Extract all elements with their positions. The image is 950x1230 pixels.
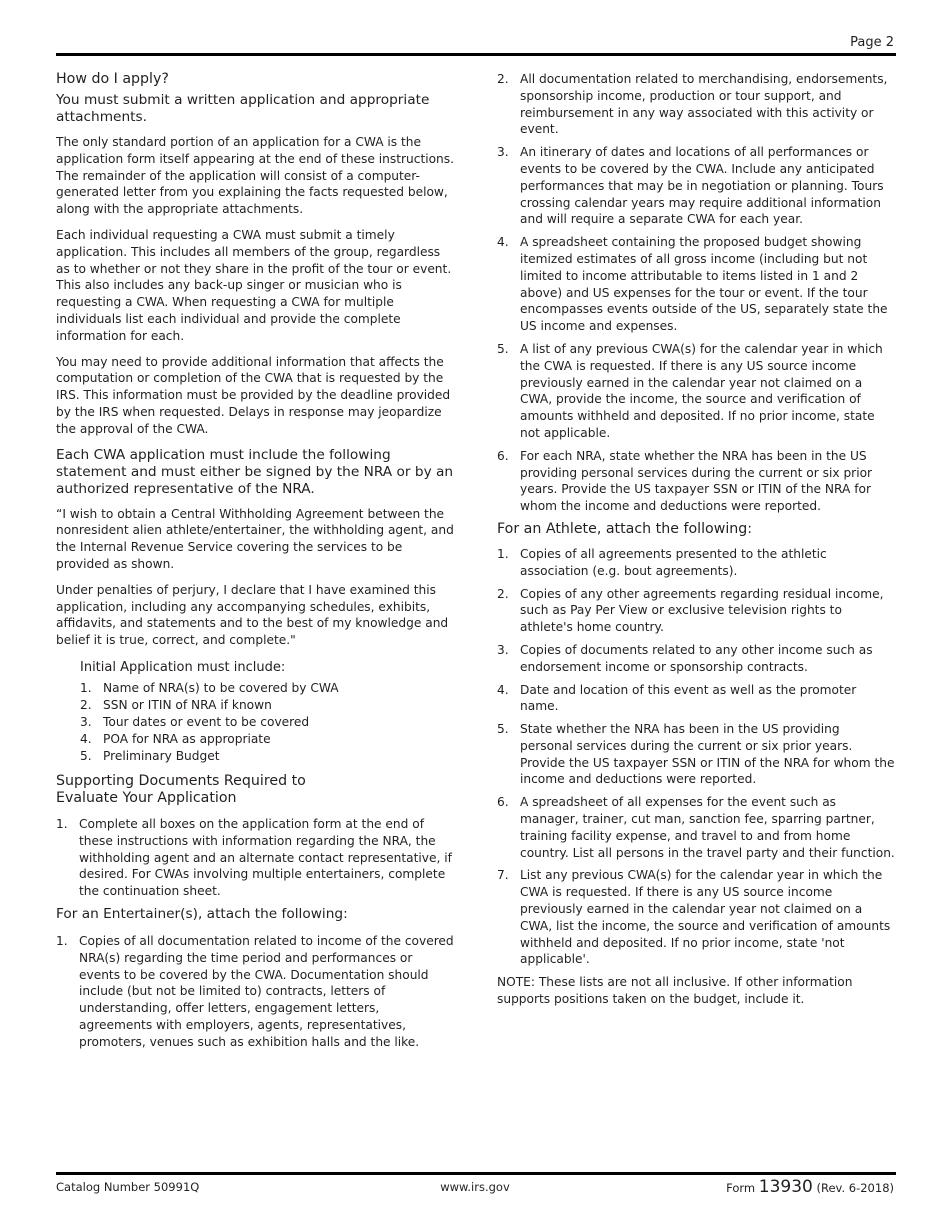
statement-quote-1: “I wish to obtain a Central Withholding Agreement between the nonresident alien athlete/entertainer, the withholding agent, and the Internal Revenue Service covering the services to be provided as shown.	[56, 506, 454, 571]
form-revision: (Rev. 6-2018)	[816, 1181, 894, 1195]
athlete-heading: For an Athlete, attach the following:	[497, 520, 753, 537]
supporting-documents-heading: Supporting Documents Required to Evaluate Your Application	[56, 772, 306, 806]
paragraph-additional-info: You may need to provide additional information that affects the computation or completion of the CWA that is requested by the IRS. This information must be provided by the deadline provided by the IRS when requested. Delays in response may jeopardize the approval of the CWA.	[56, 354, 451, 436]
list-item: 3. An itinerary of dates and locations of all performances or events to be covered by the CWA. Include any anticipated performances that may be in negotiation or planning. Tours crossing calendar years may require additional information and will require a separate CWA for each year.	[497, 145, 884, 227]
page-footer	[56, 1177, 894, 1200]
list-item: 2. Copies of any other agreements regarding residual income, such as Pay Per View or exclusive television rights to athlete's home country.	[497, 586, 884, 635]
catalog-number: Catalog Number 50991Q	[56, 1180, 200, 1194]
form-number: 13930	[758, 1177, 813, 1197]
list-item: 2. SSN or ITIN of NRA if known	[80, 697, 272, 712]
list-item: 1. Copies of all documentation related to income of the covered NRA(s) regarding the time period and performances or events to be covered by the CWA. Documentation should include (but not be limited to) contracts, letters of understanding, offer letters, engagement letters, agreements with employers, agents, representatives, promoters, venues such as exhibition halls and the like.	[56, 933, 454, 1049]
website-link[interactable]: www.irs.gov	[440, 1180, 510, 1194]
left-column	[56, 71, 454, 1056]
entertainer-list-left	[56, 933, 454, 1051]
how-to-apply-heading: How do I apply?	[56, 71, 169, 87]
supporting-documents-list	[56, 816, 454, 900]
list-item: 1. Complete all boxes on the application form at the end of these instructions with information regarding the NRA, the withholding agent and an alternate contact representative, if desired. For CWAs involving multiple entertainers, complete the continuation sheet.	[56, 816, 452, 899]
header-rule	[56, 53, 896, 56]
form-prefix: Form	[726, 1181, 756, 1195]
list-item: 1. Name of NRA(s) to be covered by CWA	[80, 680, 339, 695]
list-item: 5. Preliminary Budget	[80, 748, 220, 763]
paragraph-each-individual: Each individual requesting a CWA must submit a timely application. This includes all members of the group, regardless as to whether or not they share in the profit of the tour or event. This also includes any back-up singer or musician who is requesting a CWA. When requesting a CWA for multiple individuals list each individual and provide the complete information for each.	[56, 227, 452, 343]
list-item: 4. POA for NRA as appropriate	[80, 731, 271, 746]
note-paragraph: NOTE: These lists are not all inclusive. If other information supports positions taken on the budget, include it.	[497, 975, 853, 1007]
list-item: 5. A list of any previous CWA(s) for the calendar year in which the CWA is requested. If there is any US source income previously earned in the calendar year not claimed on a CWA, provide the income, the source and verification of amounts withheld and deposited. If no prior income, state not applicable.	[497, 341, 883, 440]
page-number: Page 2	[850, 35, 894, 50]
list-item: 6. A spreadsheet of all expenses for the event such as manager, trainer, cut man, sanction fee, sparring partner, training facility expense, and travel to and from home country. List all persons in the travel party and their function.	[497, 795, 895, 860]
list-item: 2. All documentation related to merchandising, endorsements, sponsorship income, production or tour support, and reimbursement in any way associated with this activity or event.	[497, 72, 888, 137]
list-item: 4. Date and location of this event as well as the promoter name.	[497, 682, 857, 714]
list-item: 6. For each NRA, state whether the NRA has been in the US providing personal services during the current or six prior years. Provide the US taxpayer SSN or ITIN of the NRA for whom the income and deductions were reported.	[497, 448, 873, 514]
paragraph-standard-portion: The only standard portion of an application for a CWA is the application form itself appearing at the end of these instructions. The remainder of the application will consist of a computer-generated letter from you explaining the facts requested below, along with the appropriate attachments.	[56, 135, 455, 217]
statement-subheading: Each CWA application must include the following statement and must either be signed by the NRA or by an authorized representative of the NRA.	[56, 446, 454, 497]
entertainer-heading: For an Entertainer(s), attach the following:	[56, 905, 348, 922]
list-item: 5. State whether the NRA has been in the US providing personal services during the current or six prior years. Provide the US taxpayer SSN or ITIN of the NRA for whom the income and deductions were reported.	[497, 722, 895, 787]
initial-application-list	[80, 680, 454, 765]
list-item: 1. Copies of all agreements presented to the athletic association (e.g. bout agreements).	[497, 546, 827, 578]
list-item: 4. A spreadsheet containing the proposed budget showing itemized estimates of all gross income (including but not limited to income attributable to items listed in 1 and 2 above) and US expenses for the tour or event. If the tour encompasses events outside of the US, separately state the US income and expenses.	[497, 235, 888, 334]
list-item: 7. List any previous CWA(s) for the calendar year in which the CWA is requested. If there is any US source income previously earned in the calendar year not claimed on a CWA, list the income, the source and verification of amounts withheld and deposited. If no prior income, state 'not applicable'.	[497, 868, 891, 967]
right-column	[497, 71, 895, 1017]
list-item: 3. Copies of documents related to any other income such as endorsement income or sponsorship contracts.	[497, 642, 873, 674]
initial-application-heading: Initial Application must include:	[80, 659, 286, 675]
athlete-list	[497, 546, 895, 968]
form-identifier	[726, 1177, 894, 1197]
list-item: 3. Tour dates or event to be covered	[80, 714, 310, 729]
entertainer-list-right	[497, 71, 895, 515]
statement-quote-2: Under penalties of perjury, I declare that I have examined this application, including any accompanying schedules, exhibits, affidavits, and statements and to the best of my knowledge and belief it is true, correct, and complete."	[56, 582, 449, 648]
footer-rule	[56, 1172, 896, 1175]
apply-subheading: You must submit a written application and appropriate attachments.	[56, 92, 430, 125]
